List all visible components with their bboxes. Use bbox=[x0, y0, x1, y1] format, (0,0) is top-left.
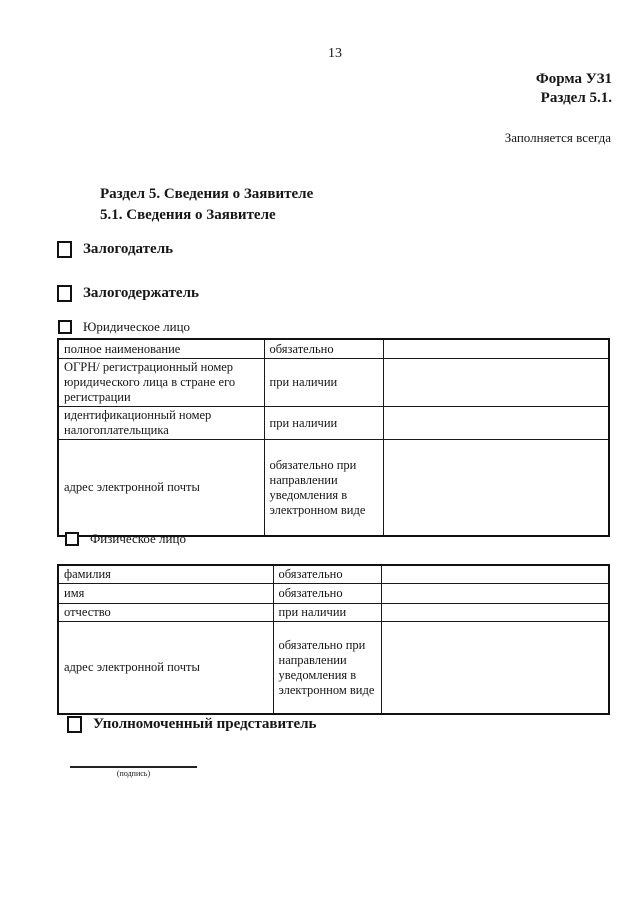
legal-entity-label: Юридическое лицо bbox=[83, 319, 191, 334]
value-cell[interactable] bbox=[383, 359, 609, 407]
signature-line[interactable] bbox=[70, 766, 197, 768]
value-cell[interactable] bbox=[383, 339, 609, 359]
individual-label: Физическое лицо bbox=[90, 531, 186, 546]
legal-entity-table bbox=[57, 338, 610, 537]
requirement-cell: при наличии bbox=[264, 359, 383, 407]
subsection-heading: 5.1. Сведения о Заявителе bbox=[100, 207, 276, 223]
field-cell: отчество bbox=[58, 604, 273, 622]
field-cell: адрес электронной почты bbox=[58, 440, 264, 537]
form-section-label: Раздел 5.1. bbox=[540, 90, 612, 106]
value-cell[interactable] bbox=[381, 604, 609, 622]
legal-entity-checkbox[interactable] bbox=[58, 320, 72, 334]
value-cell[interactable] bbox=[381, 565, 609, 584]
requirement-cell: обязательно при направлении уведомления в электронном виде bbox=[273, 622, 381, 715]
page-number: 13 bbox=[328, 46, 342, 61]
requirement-cell: при наличии bbox=[273, 604, 381, 622]
field-cell: имя bbox=[58, 584, 273, 604]
value-cell[interactable] bbox=[383, 440, 609, 537]
table-row bbox=[58, 604, 609, 622]
table-row bbox=[58, 407, 609, 440]
field-cell: адрес электронной почты bbox=[58, 622, 273, 715]
pledgee-checkbox[interactable] bbox=[57, 285, 72, 302]
requirement-cell: обязательно bbox=[273, 584, 381, 604]
value-cell[interactable] bbox=[381, 584, 609, 604]
form-label: Форма УЗ1 bbox=[535, 71, 612, 87]
individual-table bbox=[57, 564, 610, 715]
section-heading: Раздел 5. Сведения о Заявителе bbox=[100, 186, 314, 202]
pledgee-row bbox=[57, 285, 199, 302]
value-cell[interactable] bbox=[381, 622, 609, 715]
requirement-cell: обязательно bbox=[264, 339, 383, 359]
field-cell: идентификационный номер налогоплательщика bbox=[58, 407, 264, 440]
field-cell: ОГРН/ регистрационный номер юридического лица в стране его регистрации bbox=[58, 359, 264, 407]
section-headings bbox=[100, 184, 313, 226]
table-row bbox=[58, 584, 609, 604]
individual-row bbox=[65, 531, 186, 547]
table-row bbox=[58, 359, 609, 407]
table-row bbox=[58, 339, 609, 359]
field-cell: фамилия bbox=[58, 565, 273, 584]
signature-caption: (подпись) bbox=[116, 769, 151, 778]
requirement-cell: обязательно bbox=[273, 565, 381, 584]
value-cell[interactable] bbox=[383, 407, 609, 440]
form-header bbox=[536, 70, 612, 108]
representative-label: Уполномоченный представитель bbox=[93, 716, 317, 732]
table-row bbox=[58, 565, 609, 584]
pledgor-row bbox=[57, 241, 173, 258]
signature-block bbox=[70, 766, 197, 778]
field-cell: полное наименование bbox=[58, 339, 264, 359]
legal-entity-row bbox=[58, 319, 190, 335]
requirement-cell: обязательно при направлении уведомления в электронном виде bbox=[264, 440, 383, 537]
table-row bbox=[58, 622, 609, 715]
fill-note: Заполняется всегда bbox=[504, 130, 611, 145]
pledgor-label: Залогодатель bbox=[83, 241, 174, 257]
representative-checkbox[interactable] bbox=[67, 716, 82, 733]
table-row bbox=[58, 440, 609, 537]
requirement-cell: при наличии bbox=[264, 407, 383, 440]
pledgee-label: Залогодержатель bbox=[83, 285, 199, 301]
representative-row bbox=[67, 716, 317, 733]
pledgor-checkbox[interactable] bbox=[57, 241, 72, 258]
individual-checkbox[interactable] bbox=[65, 532, 79, 546]
